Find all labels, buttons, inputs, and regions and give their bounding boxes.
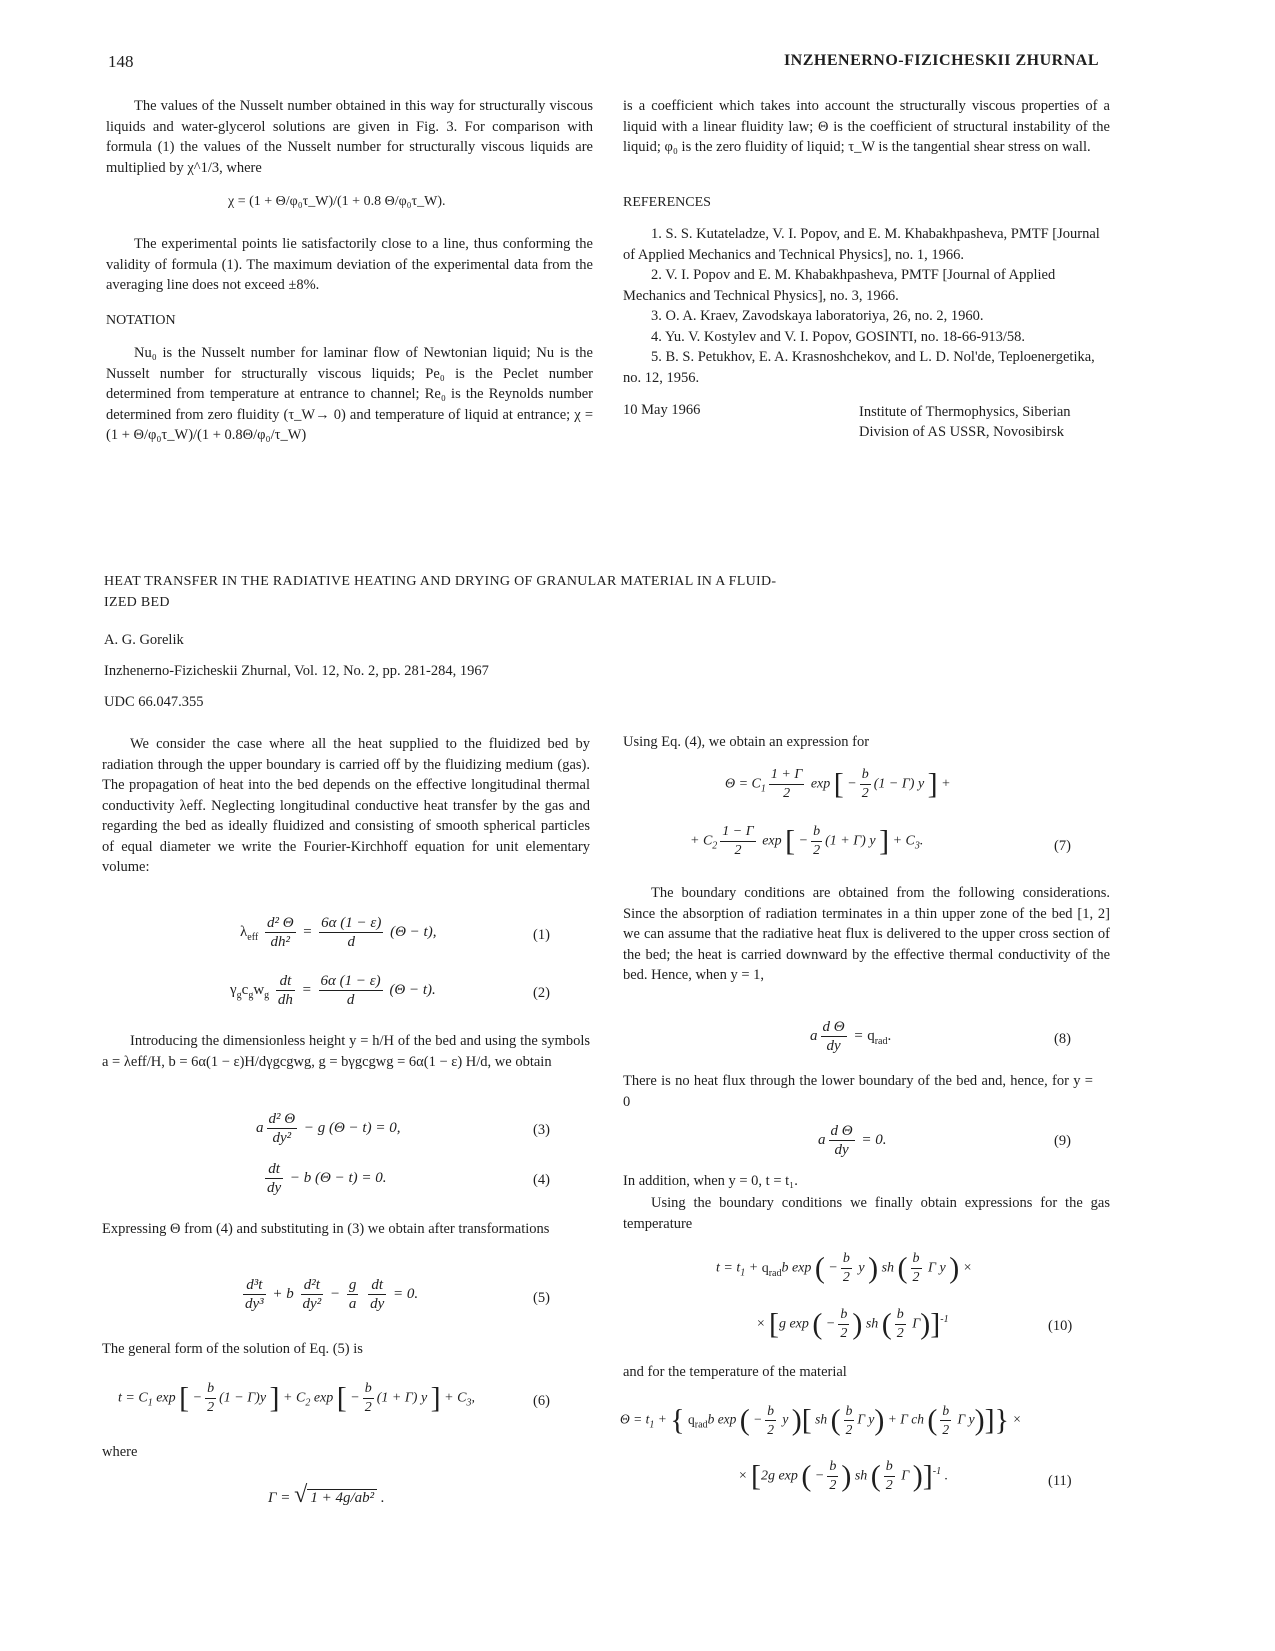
using-bc-paragraph: Using the boundary conditions we finally obtain expressions for the gas temperature — [623, 1195, 1110, 1232]
using-eq4-text: Using Eq. (4), we obtain an expression for — [623, 734, 870, 750]
intro-paragraph: We consider the case where all the heat supplied to the fluidized bed by radiation through the upper boundary is carried off by the fluidizing medium (gas). The propagation of heat into the bed depends on the effective longitudinal thermal conductivity λeff. Neglecting longitudinal conductive heat transfer by the gas and regarding the bed as ideally fluidized and consisting of smooth spherical particles of equal diameter we write the Fourier-Kirchhoff equation for unit elementary volume: — [102, 736, 590, 875]
prev-para-2: The experimental points lie satisfactorily close to a line, thus conforming the validity of formula (1). The maximum deviation of the experimental data from the averaging line does not exceed ±8%. — [106, 236, 593, 293]
equation-6: $t = C_1$ exp [ − $\frac{b}{2}$ (1 − Γ)y ] + $C_2$ exp [ − $\frac{b}{2}$ (1 + Γ) y ] + $C_3$, — [118, 1381, 475, 1415]
notation-text: Nu₀ is the Nusselt number for laminar flow of Newtonian liquid; Nu is the Nusselt number for structurally viscous liquids; Pe₀ is the Peclet number determined from temperature at entrance to channel; Re₀ is the Reynolds number determined from zero fluidity (τ_W→ 0) and temperature of liquid at entrance; χ = (1 + Θ/φ₀τ_W)/(1 + 0.8Θ/φ₀/τ_W) — [106, 345, 593, 443]
reference-item: 3. O. A. Kraev, Zavodskaya laboratoriya, 26, no. 2, 1960. — [651, 308, 984, 324]
equation-11-line-1: $\Theta = t_1$ + { $q_{rad}b$ exp ( − $\frac{b}{2}$ y )[ sh ( $\frac{b}{2}$ Γ y) + Γ ch ( $\frac{b}{2}$ Γ y)]} × — [620, 1403, 1022, 1437]
equation-5-number: (5) — [533, 1290, 550, 1306]
article-udc: UDC 66.047.355 — [104, 694, 204, 710]
boundary-paragraph: The boundary conditions are obtained from the following considerations. Since the absorption of radiation terminates in a thin upper zone of the bed [1, 2] we can assume that the radiative heat flux is delivered to the upper cross section of the bed; the heat is carried downward by the effective thermal conductivity of the bed. Hence, when y = 1, — [623, 885, 1110, 983]
notation-heading: NOTATION — [106, 313, 176, 328]
notation-block — [106, 343, 593, 446]
equation-9-number: (9) — [1054, 1133, 1071, 1149]
equation-7-number: (7) — [1054, 838, 1071, 854]
chi-formula: χ = (1 + Θ/φ₀τ_W)/(1 + 0.8 Θ/φ₀τ_W). — [228, 194, 446, 209]
prev-right-column — [623, 96, 1110, 158]
expressing-paragraph: Expressing Θ from (4) and substituting in (3) we obtain after transformations — [102, 1221, 550, 1237]
equation-10-number: (10) — [1048, 1318, 1073, 1334]
equation-1-number: (1) — [533, 927, 550, 943]
and-for-text: and for the temperature of the material — [623, 1364, 847, 1380]
references-list — [623, 224, 1110, 388]
reference-item: 2. V. I. Popov and E. M. Khabakhpasheva, PMTF [Journal of Applied Mechanics and Technical Physics], no. 3, 1966. — [623, 267, 1056, 304]
article-citation: Inzhenerno-Fizicheskii Zhurnal, Vol. 12, No. 2, pp. 281-284, 1967 — [104, 663, 489, 679]
gamma-definition: Γ = √ 1 + 4g/ab² . — [268, 1482, 385, 1508]
notation-continued: is a coefficient which takes into account the structurally viscous properties of a liquid with a linear fluidity law; Θ is the coefficient of structural instability of the liquid; φ₀ is the zero fluidity of liquid; τ_W is the tangential shear stress on wall. — [623, 98, 1110, 155]
prev-left-column-2 — [106, 234, 593, 296]
prev-para-1: The values of the Nusselt number obtained in this way for structurally viscous liquids and water-glycerol solutions are given in Fig. 3. For comparison with formula (1) the values of the Nusselt number for structurally viscous liquids are multiplied by χ^1/3, where — [106, 98, 593, 176]
equation-7-line-1: $\Theta = C_1$ $\frac{1 + \Gamma}{2}$ exp [ − $\frac{b}{2}$ (1 − Γ) y ] + — [725, 767, 951, 801]
equation-3: a $\frac{\text{d² Θ}}{\text{dy²}}$ − g (Θ − t) = 0, — [256, 1111, 401, 1146]
affiliation-line-2: Division of AS USSR, Novosibirsk — [859, 424, 1065, 440]
where-text: where — [102, 1444, 138, 1460]
equation-2-number: (2) — [533, 985, 550, 1001]
affiliation — [859, 402, 1071, 442]
no-flux-block — [623, 1071, 1093, 1112]
equation-8: a $\frac{\text{d Θ}}{dy}$ = $q_{rad}$. — [810, 1019, 892, 1054]
article-author: A. G. Gorelik — [104, 632, 184, 648]
equation-6-number: (6) — [533, 1393, 550, 1409]
reference-item: 5. B. S. Petukhov, E. A. Krasnoshchekov, and L. D. Nol'de, Teploenergetika, no. 12, 1956. — [623, 349, 1095, 386]
equation-2: $\gamma_gc_gw_g$ $\frac{dt}{dh}$ = $\frac{6\alpha (1 - \varepsilon)}{d}$ (Θ − t). — [230, 973, 436, 1008]
prev-left-column — [106, 96, 593, 178]
article-title-line-1: HEAT TRANSFER IN THE RADIATIVE HEATING AND DRYING OF GRANULAR MATERIAL IN A FLUID- — [104, 574, 777, 589]
reference-item: 4. Yu. V. Kostylev and V. I. Popov, GOSINTI, no. 18-66-913/58. — [651, 328, 1026, 345]
page-number: 148 — [108, 52, 134, 71]
reference-item: 1. S. S. Kutateladze, V. I. Popov, and E. M. Khabakhpasheva, PMTF [Journal of Applied Mechanics and Technical Physics], no. 1, 1966. — [623, 226, 1100, 263]
equation-4: $\frac{dt}{dy}$ − b (Θ − t) = 0. — [267, 1161, 387, 1196]
running-head: INZHENERNO-FIZICHESKII ZHURNAL — [783, 52, 1099, 69]
equation-11-number: (11) — [1048, 1473, 1072, 1489]
affiliation-line-1: Institute of Thermophysics, Siberian — [859, 404, 1071, 420]
equation-3-number: (3) — [533, 1122, 550, 1138]
article-title-line-2: IZED BED — [104, 595, 170, 610]
equation-9: a $\frac{\text{d Θ}}{dy}$ = 0. — [818, 1123, 887, 1158]
received-date: 10 May 1966 — [623, 402, 701, 418]
boundary-block — [623, 883, 1110, 986]
equation-1: $\lambda_{eff}$ $\frac{\text{d² Θ}}{\text{dh²}}$ = $\frac{6\alpha (1 - \varepsilon)}{d}$ (Θ − t), — [240, 915, 437, 950]
general-form-text: The general form of the solution of Eq. (5) is — [102, 1341, 363, 1357]
using-bc-block — [623, 1193, 1110, 1234]
dimensionless-paragraph: Introducing the dimensionless height y = h/H of the bed and using the symbols a = λeff/H, b = 6α(1 − ε)H/dγgcgwg, g = bγgcgwg = 6α(1 − ε) H/d, we obtain — [102, 1033, 590, 1070]
equation-4-number: (4) — [533, 1172, 550, 1188]
equation-10-line-2: × [g exp ( − $\frac{b}{2}$ ) sh ( $\frac{b}{2}$ Γ)]$^{-1}$ — [756, 1307, 949, 1341]
equation-7-line-2: + $C_2$ $\frac{1 - \Gamma}{2}$ exp [ − $\frac{b}{2}$ (1 + Γ) y ] + $C_3$. — [690, 824, 924, 858]
no-flux-paragraph: There is no heat flux through the lower boundary of the bed and, hence, for y = 0 — [623, 1073, 1093, 1110]
equation-5: $\frac{\text{d³t}}{\text{dy³}}$ + b $\frac{\text{d²t}}{\text{dy²}}$ − $\frac{g}{a}$ $\frac{dt}{dy}$ = 0. — [245, 1277, 419, 1312]
expressing-block — [102, 1219, 562, 1240]
article-title — [104, 571, 776, 613]
intro-block — [102, 734, 590, 878]
equation-10-line-1: $t = t_1 + q_{rad}b$ exp ( − $\frac{b}{2}$ y ) sh ( $\frac{b}{2}$ Γ y ) × — [716, 1251, 973, 1285]
in-addition-text: In addition, when y = 0, t = t₁. — [623, 1173, 798, 1189]
dimensionless-block — [102, 1031, 590, 1072]
equation-11-line-2: × [2g exp ( − $\frac{b}{2}$ ) sh ( $\frac{b}{2}$ Γ )]$^{-1}$ . — [738, 1459, 949, 1493]
references-heading: REFERENCES — [623, 195, 711, 210]
equation-8-number: (8) — [1054, 1031, 1071, 1047]
